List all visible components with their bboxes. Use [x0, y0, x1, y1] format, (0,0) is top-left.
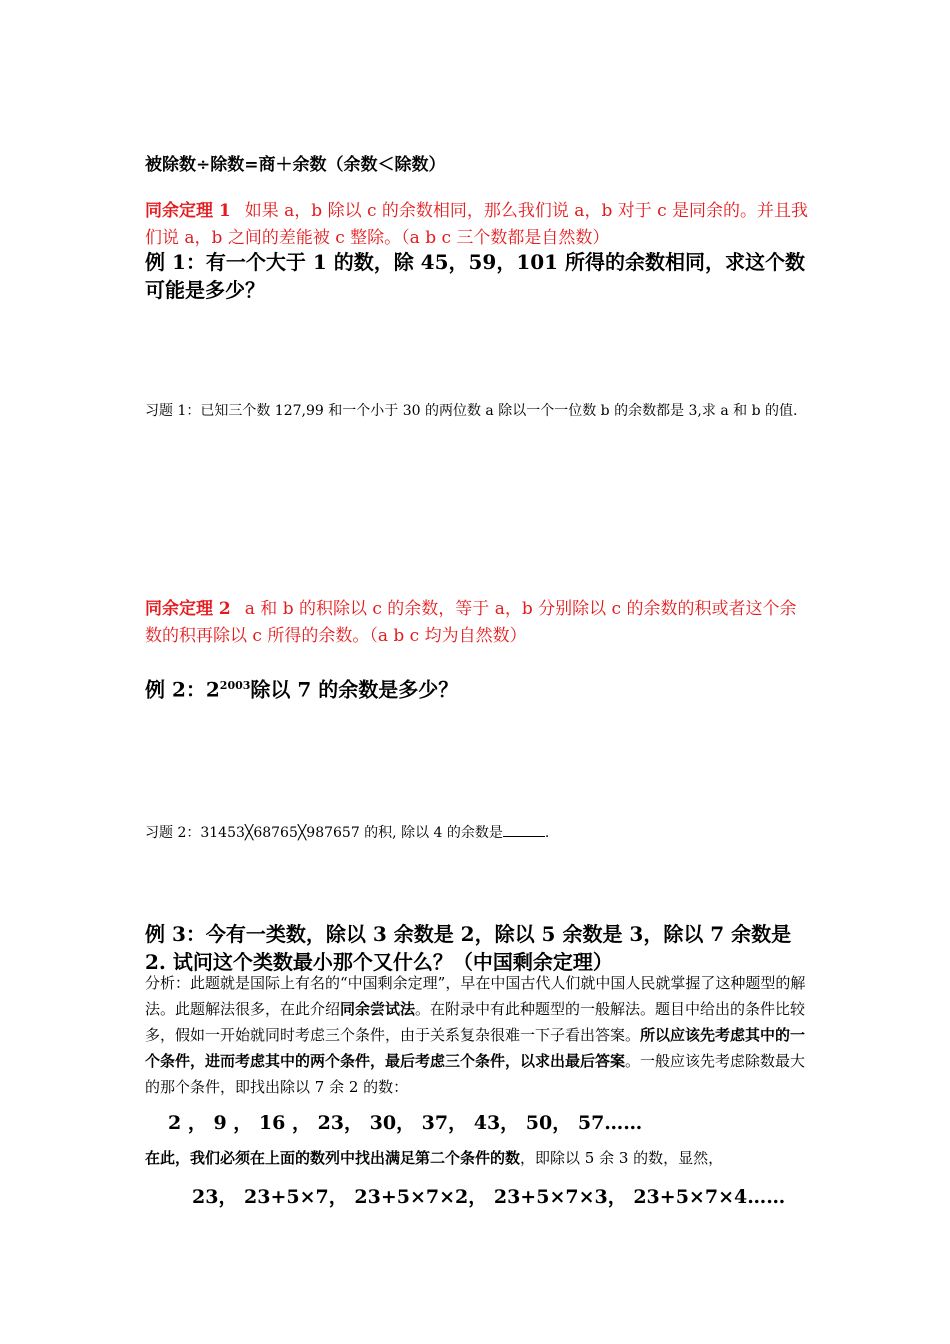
sequence-2: 23， 23+5×7， 23+5×7×2， 23+5×7×3， 23+5×7×4……: [192, 1186, 786, 1208]
analysis-part-3: 。一般应该先考虑除数最大的那个条件，即找出除以 7 余 2 的数：: [145, 1052, 806, 1096]
answer-blank: [503, 822, 545, 837]
analysis-paragraph: [145, 970, 810, 1100]
exercise-2-text: 习题 2：31453╳68765╳987657 的积, 除以 4 的余数是: [145, 825, 503, 841]
exercise-2: [145, 820, 810, 846]
theorem-1: [145, 198, 810, 252]
example-3: 例 3：今有一类数，除以 3 余数是 2，除以 5 余数是 3，除以 7 余数是 2. 试问这个类数最小那个又什么？（中国剩余定理）: [145, 922, 792, 974]
example-2-prefix: 例 2：2: [145, 677, 220, 702]
theorem-1-title: 同余定理 1: [145, 201, 231, 221]
theorem-1-text: 如果 a，b 除以 c 的余数相同，那么我们说 a，b 对于 c 是同余的。并且我们说 a，b 之间的差能被 c 整除。（a b c 三个数都是自然数）: [145, 201, 809, 248]
exercise-1: 习题 1：已知三个数 127,99 和一个小于 30 的两位数 a 除以一个一位数 b 的余数都是 3,求 a 和 b 的值.: [145, 403, 798, 419]
next-step-rest: ，即除以 5 余 3 的数，显然，: [520, 1149, 724, 1167]
next-step-line: [145, 1145, 810, 1171]
theorem-2-title: 同余定理 2: [145, 599, 231, 619]
next-step-bold: 在此，我们必须在上面的数列中找出满足第二个条件的数: [145, 1149, 521, 1167]
sequence-1: 2 ， 9 ， 16 ， 23， 30， 37， 43， 50， 57……: [168, 1112, 643, 1134]
theorem-2: [145, 596, 810, 650]
analysis-part-2: 。在附录中有此种题型的一般解法。题目中给出的条件比较多，假如一开始就同时考虑三个条件，由于关系复杂很难一下子看出答案。: [145, 1000, 806, 1044]
analysis-bold-strategy: 所以应该先考虑其中的一个条件，进而考虑其中的两个条件，最后考虑三个条件，以求出最后答案: [145, 1026, 806, 1070]
analysis-bold-method: 同余尝试法: [340, 1000, 416, 1018]
example-2-suffix: 除以 7 的余数是多少？: [250, 677, 459, 702]
theorem-2-text: a 和 b 的积除以 c 的余数，等于 a，b 分别除以 c 的余数的积或者这个余数的积再除以 c 所得的余数。（a b c 均为自然数）: [145, 599, 797, 646]
analysis-part-1: 分析：此题就是国际上有名的“中国剩余定理”，早在中国古代人们就中国人民就掌握了这种题型的解法。此题解法很多，在此介绍: [145, 974, 806, 1018]
exercise-2-end: .: [544, 825, 550, 841]
example-2: [145, 672, 810, 704]
example-2-exponent: 2003: [219, 679, 251, 692]
division-formula: 被除数÷除数=商＋余数（余数＜除数）: [145, 155, 446, 175]
example-1: 例 1：有一个大于 1 的数，除 45，59，101 所得的余数相同，求这个数可能是多少？: [145, 250, 806, 302]
